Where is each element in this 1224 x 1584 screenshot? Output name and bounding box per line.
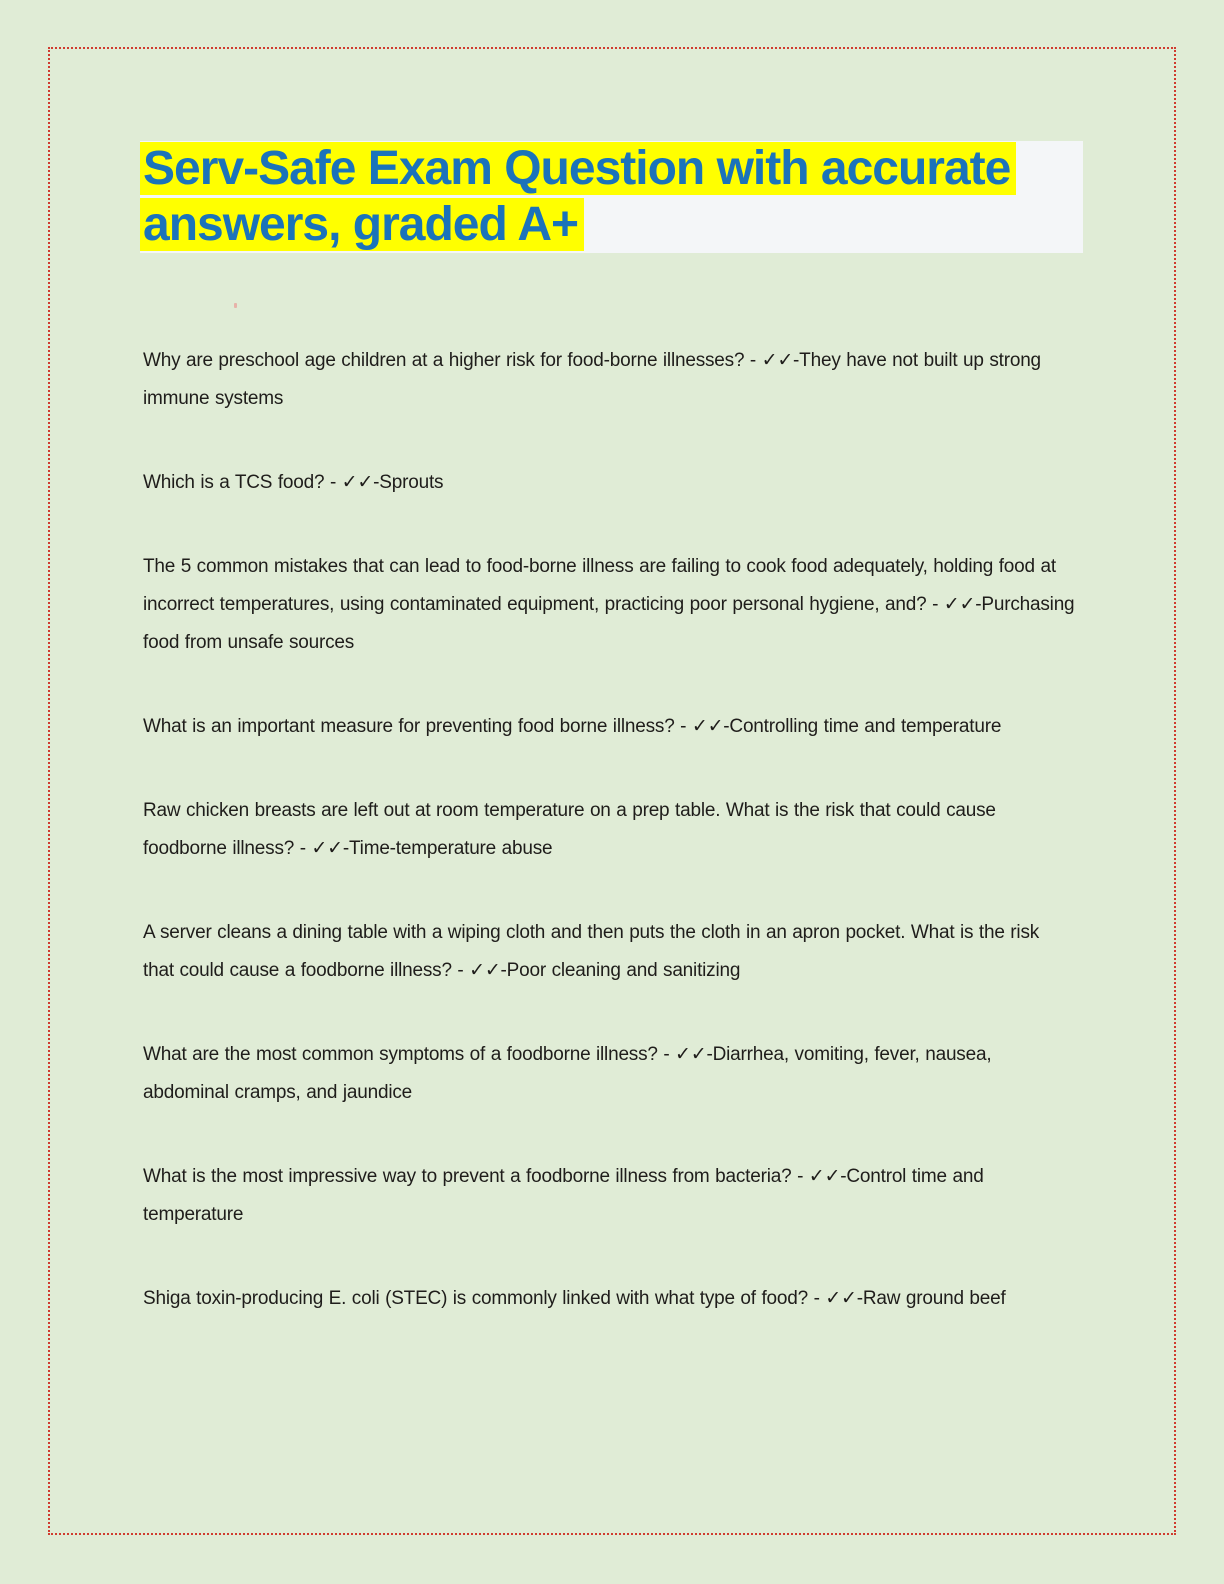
qa-item: What are the most common symptoms of a foodborne illness? - ✓✓-Diarrhea, vomiting, fever, nausea, abdominal cramps, and jaundice [143,1044,992,1103]
qa-item: What is the most impressive way to prevent a foodborne illness from bacteria? - ✓✓-Control time and temperature [143,1166,984,1225]
qa-item: The 5 common mistakes that can lead to food-borne illness are failing to cook food adequately, holding food at incorrect temperatures, using contaminated equipment, practicing poor personal hygiene, and? - ✓✓-Purchasing food from unsafe sources [143,556,1075,653]
qa-item: What is an important measure for preventing food borne illness? - ✓✓-Controlling time and temperature [143,716,1002,737]
qa-item: Raw chicken breasts are left out at room temperature on a prep table. What is the risk that could cause foodborne illness? - ✓✓-Time-temperature abuse [143,800,996,859]
qa-item: Shiga toxin-producing E. coli (STEC) is commonly linked with what type of food? - ✓✓-Raw ground beef [143,1288,1006,1309]
qa-item: Why are preschool age children at a higher risk for food-borne illnesses? - ✓✓-They have not built up strong immune systems [143,350,1041,409]
qa-item: A server cleans a dining table with a wiping cloth and then puts the cloth in an apron pocket. What is the risk that could cause a foodborne illness? - ✓✓-Poor cleaning and sanitizing [143,922,1040,981]
title-line-wrap [140,197,1083,253]
stray-mark [234,303,237,308]
document-title [140,141,1083,253]
qa-item: Which is a TCS food? - ✓✓-Sprouts [143,472,444,493]
qa-list [143,342,1075,1364]
title-line-wrap [140,141,1083,197]
title-line-2: answers, graded A+ [140,198,584,251]
title-line-1: Serv-Safe Exam Question with accurate [140,142,1016,195]
